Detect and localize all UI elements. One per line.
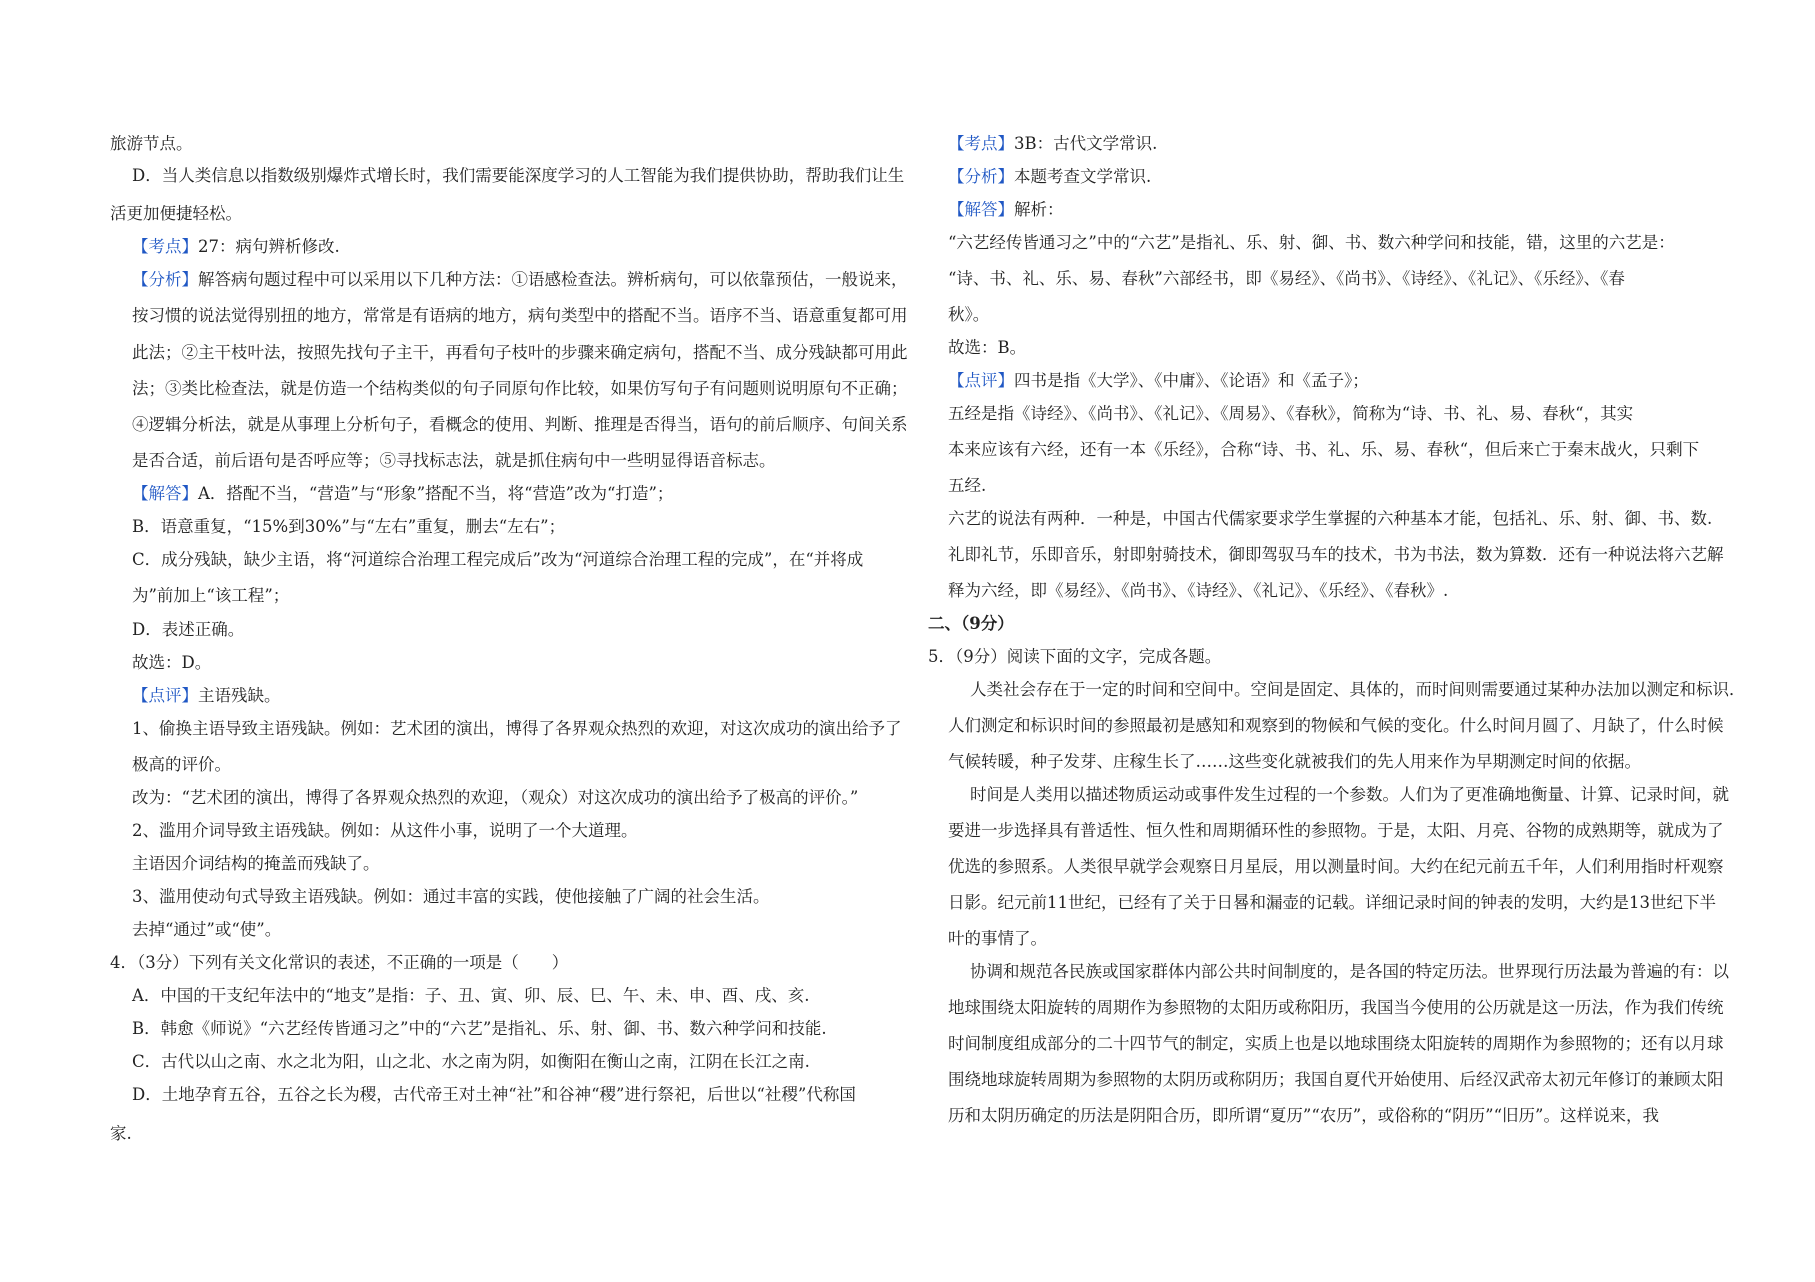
right-text-line — [948, 994, 1724, 1018]
line-text: 要进一步选择具有普适性、恒久性和周期循环性的参照物。于是，太阳、月亮、谷物的成熟期等，就成为了 — [948, 821, 1724, 840]
section-tag: 【分析】 — [132, 270, 198, 289]
left-text-line — [132, 302, 908, 326]
left-text-line — [132, 1015, 827, 1039]
left-text-line — [132, 649, 211, 673]
section-tag: 【解答】 — [948, 200, 1014, 219]
line-text: 五经. — [948, 476, 987, 495]
line-text: A．搭配不当，“营造”与“形象”搭配不当，将“营造”改为“打造”； — [198, 484, 674, 503]
line-text: 主语残缺。 — [198, 686, 281, 705]
line-text: 优选的参照系。人类很早就学会观察日月星辰，用以测量时间。大约在纪元前五千年，人们利用指时杆观察 — [948, 857, 1724, 876]
line-text: 1、偷换主语导致主语残缺。例如：艺术团的演出，博得了各界观众热烈的欢迎，对这次成功的演出给予了 — [132, 719, 902, 738]
right-text-line — [948, 472, 986, 496]
right-text-line — [948, 400, 1633, 424]
line-text: D．表述正确。 — [132, 620, 245, 639]
right-text-line — [948, 334, 1026, 358]
left-text-line — [110, 949, 568, 973]
line-text: 此法；②主干枝叶法，按照先找句子主干，再看句子枝叶的步骤来确定病句，搭配不当、成分残缺都可用此 — [132, 343, 908, 362]
line-text: 去掉“通过”或“使”。 — [132, 920, 282, 939]
section-tag: 【点评】 — [948, 371, 1014, 390]
line-text: 改为：“艺术团的演出，博得了各界观众热烈的欢迎，（观众）对这次成功的演出给予了极高的评价。” — [132, 788, 859, 807]
line-text: A．中国的干支纪年法中的“地支”是指：子、丑、寅、卯、辰、巳、午、未、申、酉、戌、亥. — [132, 986, 810, 1005]
right-text-line — [948, 163, 1151, 187]
line-text: C．古代以山之南、水之北为阳，山之北、水之南为阴，如衡阳在衡山之南，江阴在长江之南. — [132, 1052, 810, 1071]
left-text-line — [110, 1120, 132, 1144]
left-text-line — [132, 817, 638, 841]
section-tag: 【考点】 — [132, 237, 198, 256]
line-text: 3、滥用使动句式导致主语残缺。例如：通过丰富的实践，使他接触了广阔的社会生活。 — [132, 887, 770, 906]
line-text: B．语意重复，“15%到30%”与“左右”重复，删去“左右”； — [132, 517, 566, 536]
left-text-line — [132, 375, 908, 399]
line-text: 4．（3分）下列有关文化常识的表述，不正确的一项是（ ） — [110, 953, 569, 972]
line-text: 四书是指《大学》、《中庸》、《论语》和《孟子》； — [1014, 371, 1369, 390]
left-text-line — [132, 582, 289, 606]
line-text: 解答病句题过程中可以采用以下几种方法：①语感检查法。辨析病句，可以依靠预估，一般说来， — [198, 270, 908, 289]
line-text: 主语因介词结构的掩盖而残缺了。 — [132, 854, 380, 873]
line-text: 协调和规范各民族或国家群体内部公共时间制度的，是各国的特定历法。世界现行历法最为普遍的有：以 — [970, 962, 1729, 981]
right-text-line — [948, 229, 1675, 253]
line-text: 地球围绕太阳旋转的周期作为参照物的太阳历或称阳历，我国当今使用的公历就是这一历法，作为我们传统 — [948, 998, 1724, 1017]
right-text-line — [928, 643, 1221, 667]
right-text-line — [948, 541, 1724, 565]
right-text-line — [948, 853, 1724, 877]
left-text-line — [132, 916, 281, 940]
left-text-line — [132, 266, 908, 290]
right-text-line — [948, 436, 1699, 460]
left-text-line — [132, 480, 673, 504]
left-text-line — [132, 883, 770, 907]
line-text: 本来应该有六经，还有一本《乐经》，合称“诗、书、礼、乐、易、春秋“，但后来亡于秦末战火，只剩下 — [948, 440, 1700, 459]
line-text: 时间制度组成部分的二十四节气的制定，实质上也是以地球围绕太阳旋转的周期作为参照物的；还有以月球 — [948, 1034, 1724, 1053]
line-text: 按习惯的说法觉得别扭的地方，常常是有语病的地方，病句类型中的搭配不当。语序不当、语意重复都可用 — [132, 306, 908, 325]
line-text: 本题考查文学常识. — [1014, 167, 1152, 186]
right-text-line — [948, 301, 989, 325]
line-text: B．韩愈《师说》“六艺经传皆通习之”中的“六艺”是指礼、乐、射、御、书、数六种学问和技能. — [132, 1019, 827, 1038]
right-column — [928, 130, 1746, 1130]
right-text-line — [948, 1030, 1724, 1054]
right-text-line — [948, 367, 1369, 391]
line-text: 为”前加上“该工程”； — [132, 586, 290, 605]
line-text: 家. — [110, 1124, 132, 1143]
left-text-line — [132, 233, 340, 257]
line-text: 是否合适，前后语句是否呼应等；⑤寻找标志法，就是抓住病句中一些明显得语音标志。 — [132, 451, 776, 470]
line-text: 人们测定和标识时间的参照最初是感知和观察到的物候和气候的变化。什么时间月圆了、月缺了，什么时候 — [948, 716, 1724, 735]
left-text-line — [132, 411, 908, 435]
line-text: 故选：B。 — [948, 338, 1027, 357]
right-text-line — [948, 130, 1157, 154]
line-text: 故选：D。 — [132, 653, 212, 672]
line-text: ④逻辑分析法，就是从事理上分析句子，看概念的使用、判断、推理是否得当，语句的前后顺序、句间关系 — [132, 415, 908, 434]
right-text-line — [948, 1066, 1724, 1090]
left-text-line — [132, 850, 380, 874]
left-text-line — [132, 682, 281, 706]
line-text: 27：病句辨析修改. — [198, 237, 340, 256]
line-text: 二、（9分） — [928, 614, 1014, 633]
left-text-line — [110, 200, 242, 224]
left-text-line — [132, 162, 904, 186]
line-text: 叶的事情了。 — [948, 929, 1047, 948]
line-text: 五经是指《诗经》、《尚书》、《礼记》、《周易》、《春秋》，简称为“诗、书、礼、易、春秋“，其实 — [948, 404, 1634, 423]
right-text-line — [948, 712, 1724, 736]
left-text-line — [132, 447, 776, 471]
line-text: 极高的评价。 — [132, 755, 231, 774]
left-text-line — [132, 1048, 810, 1072]
left-text-line — [132, 546, 863, 570]
right-text-line — [948, 1102, 1659, 1126]
line-text: 3B：古代文学常识. — [1014, 134, 1158, 153]
section-tag: 【解答】 — [132, 484, 198, 503]
line-text: D．当人类信息以指数级别爆炸式增长时，我们需要能深度学习的人工智能为我们提供协助，帮助我们让生 — [132, 166, 905, 185]
left-text-line — [110, 130, 193, 154]
line-text: 释为六经，即《易经》、《尚书》、《诗经》、《礼记》、《乐经》、《春秋》. — [948, 581, 1449, 600]
section-tag: 【分析】 — [948, 167, 1014, 186]
right-text-line — [948, 925, 1047, 949]
section-tag: 【考点】 — [948, 134, 1014, 153]
left-column — [110, 130, 908, 1143]
line-text: C．成分残缺，缺少主语，将“河道综合治理工程完成后”改为“河道综合治理工程的完成”，在“并将成 — [132, 550, 864, 569]
right-text-line — [948, 577, 1448, 601]
line-text: “六艺经传皆通习之”中的“六艺”是指礼、乐、射、御、书、数六种学问和技能，错，这里的六艺是： — [948, 233, 1675, 252]
right-text-line — [948, 817, 1724, 841]
line-text: 法；③类比检查法，就是仿造一个结构类似的句子同原句作比较，如果仿写句子有问题则说明原句不正确； — [132, 379, 908, 398]
line-text: 围绕地球旋转周期为参照物的太阴历或称阴历；我国自夏代开始使用、后经汉武帝太初元年修订的兼顾太阳 — [948, 1070, 1724, 1089]
right-text-line — [948, 748, 1641, 772]
left-text-line — [132, 715, 902, 739]
right-text-line — [928, 610, 1014, 634]
right-text-line — [948, 889, 1716, 913]
line-text: 时间是人类用以描述物质运动或事件发生过程的一个参数。人们为了更准确地衡量、计算、记录时间，就 — [970, 785, 1729, 804]
right-text-line — [948, 196, 1064, 220]
line-text: 历和太阴历确定的历法是阴阳合历，即所谓“夏历”“农历”，或俗称的“阴历”“旧历”。这样说来，我 — [948, 1106, 1659, 1125]
line-text: 六艺的说法有两种．一种是，中国古代儒家要求学生掌握的六种基本才能，包括礼、乐、射、御、书、数. — [948, 509, 1713, 528]
left-text-line — [132, 751, 231, 775]
line-text: 2、滥用介词导致主语残缺。例如：从这件小事，说明了一个大道理。 — [132, 821, 638, 840]
right-text-line — [948, 505, 1712, 529]
line-text: D．土地孕育五谷，五谷之长为稷，古代帝王对土神“社”和谷神“稷”进行祭祀，后世以“社稷”代称国 — [132, 1085, 856, 1104]
right-text-line — [948, 265, 1625, 289]
section-tag: 【点评】 — [132, 686, 198, 705]
left-text-line — [132, 784, 858, 808]
left-text-line — [132, 1081, 856, 1105]
right-text-line — [970, 676, 1746, 700]
line-text: “诗、书、礼、乐、易、春秋”六部经书，即《易经》、《尚书》、《诗经》、《礼记》、《乐经》、《春 — [948, 269, 1625, 288]
line-text: 活更加便捷轻松。 — [110, 204, 242, 223]
line-text: 日影。纪元前11世纪，已经有了关于日晷和漏壶的记载。详细记录时间的钟表的发明，大约是13世纪下半 — [948, 893, 1716, 912]
left-text-line — [132, 616, 244, 640]
right-text-line — [970, 781, 1729, 805]
line-text: 解析： — [1014, 200, 1064, 219]
line-text: 礼即礼节，乐即音乐，射即射骑技术，御即驾驭马车的技术，书为书法，数为算数．还有一种说法将六艺解 — [948, 545, 1724, 564]
left-text-line — [132, 513, 565, 537]
right-text-line — [970, 958, 1729, 982]
left-text-line — [132, 982, 810, 1006]
line-text: 气候转暖，种子发芽、庄稼生长了……这些变化就被我们的先人用来作为早期测定时间的依据。 — [948, 752, 1641, 771]
left-text-line — [132, 339, 908, 363]
line-text: 旅游节点。 — [110, 134, 193, 153]
line-text: 秋》。 — [948, 305, 990, 324]
line-text: 5．（9分）阅读下面的文字，完成各题。 — [928, 647, 1222, 666]
line-text: 人类社会存在于一定的时间和空间中。空间是固定、具体的，而时间则需要通过某种办法加以测定和标识． — [970, 680, 1746, 699]
